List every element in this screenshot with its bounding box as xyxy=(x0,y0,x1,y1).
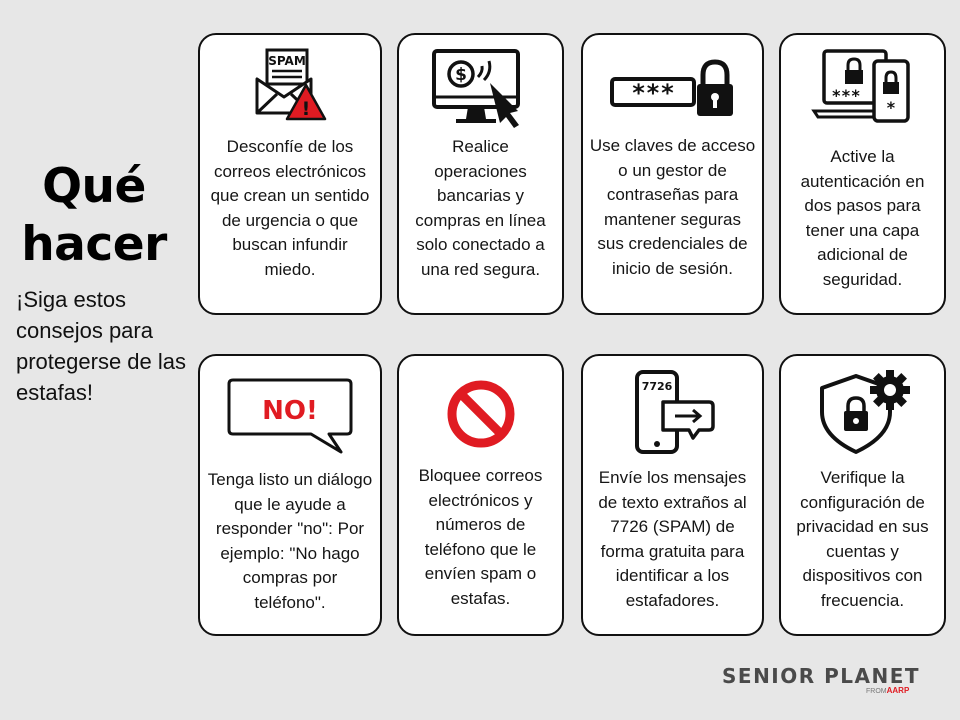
tip-card-say-no xyxy=(198,354,382,636)
tip-text: Tenga listo un diálogo que le ayude a responder "no": Por ejemplo: "No hago compras por teléfono". xyxy=(207,470,373,612)
tip-card-suspicious-email xyxy=(198,33,382,315)
title-line-2: hacer xyxy=(21,217,167,272)
tip-card-report-text xyxy=(581,354,764,636)
page-title xyxy=(14,158,174,274)
title-line-1: Qué xyxy=(42,159,146,214)
dollar-label: $ xyxy=(454,65,467,85)
brand-logo: SENIOR PLANET xyxy=(722,664,921,688)
two-factor-auth-icon xyxy=(808,45,918,140)
tip-text: Verifique la configuración de privacidad en sus cuentas y dispositivos con frecuencia. xyxy=(796,468,929,610)
tip-text: Use claves de acceso o un gestor de contraseñas para mantener seguras sus credenciales de inicio de sesión. xyxy=(589,136,756,278)
tip-text: Bloquee correos electrónicos y números de teléfono que le envíen spam o estafas. xyxy=(418,466,543,608)
brand-from: FROM xyxy=(866,688,887,695)
tip-card-privacy-settings xyxy=(779,354,946,636)
phone-code-label: * xyxy=(885,98,896,117)
tip-text: Envíe los mensajes de texto extraños al 7726 (SPAM) de forma gratuita para identificar a los estafadores. xyxy=(598,468,747,610)
aarp-logo: AARP xyxy=(886,686,910,695)
tip-text: Desconfíe de los correos electrónicos que crean un sentido de urgencia o que buscan infundir miedo. xyxy=(210,137,370,279)
spam-email-warning-icon xyxy=(245,47,335,127)
tip-card-two-factor xyxy=(779,33,946,315)
page-subtitle: ¡Siga estos consejos para protegerse de las estafas! xyxy=(16,287,186,405)
no-label: NO! xyxy=(262,396,318,426)
tip-card-password-manager xyxy=(581,33,764,315)
tip-card-block xyxy=(397,354,564,636)
laptop-password-label: *** xyxy=(831,86,860,105)
shortcode-label: 7726 xyxy=(641,380,672,393)
warning-mark: ! xyxy=(301,98,311,120)
forward-text-7726-icon xyxy=(623,368,723,458)
privacy-settings-shield-icon xyxy=(808,368,918,458)
tip-text: Active la autenticación en dos pasos para tener una capa adicional de seguridad. xyxy=(800,147,925,289)
brand-tagline xyxy=(866,686,909,695)
secure-banking-monitor-icon xyxy=(426,47,536,132)
block-prohibited-icon xyxy=(445,378,517,450)
password-lock-icon xyxy=(608,59,738,119)
tip-card-secure-network xyxy=(397,33,564,315)
password-label: *** xyxy=(630,79,675,107)
no-speech-bubble-icon xyxy=(225,376,355,456)
tip-text: Realice operaciones bancarias y compras en línea solo conectado a una red segura. xyxy=(415,137,546,279)
spam-label: SPAM xyxy=(268,54,306,68)
